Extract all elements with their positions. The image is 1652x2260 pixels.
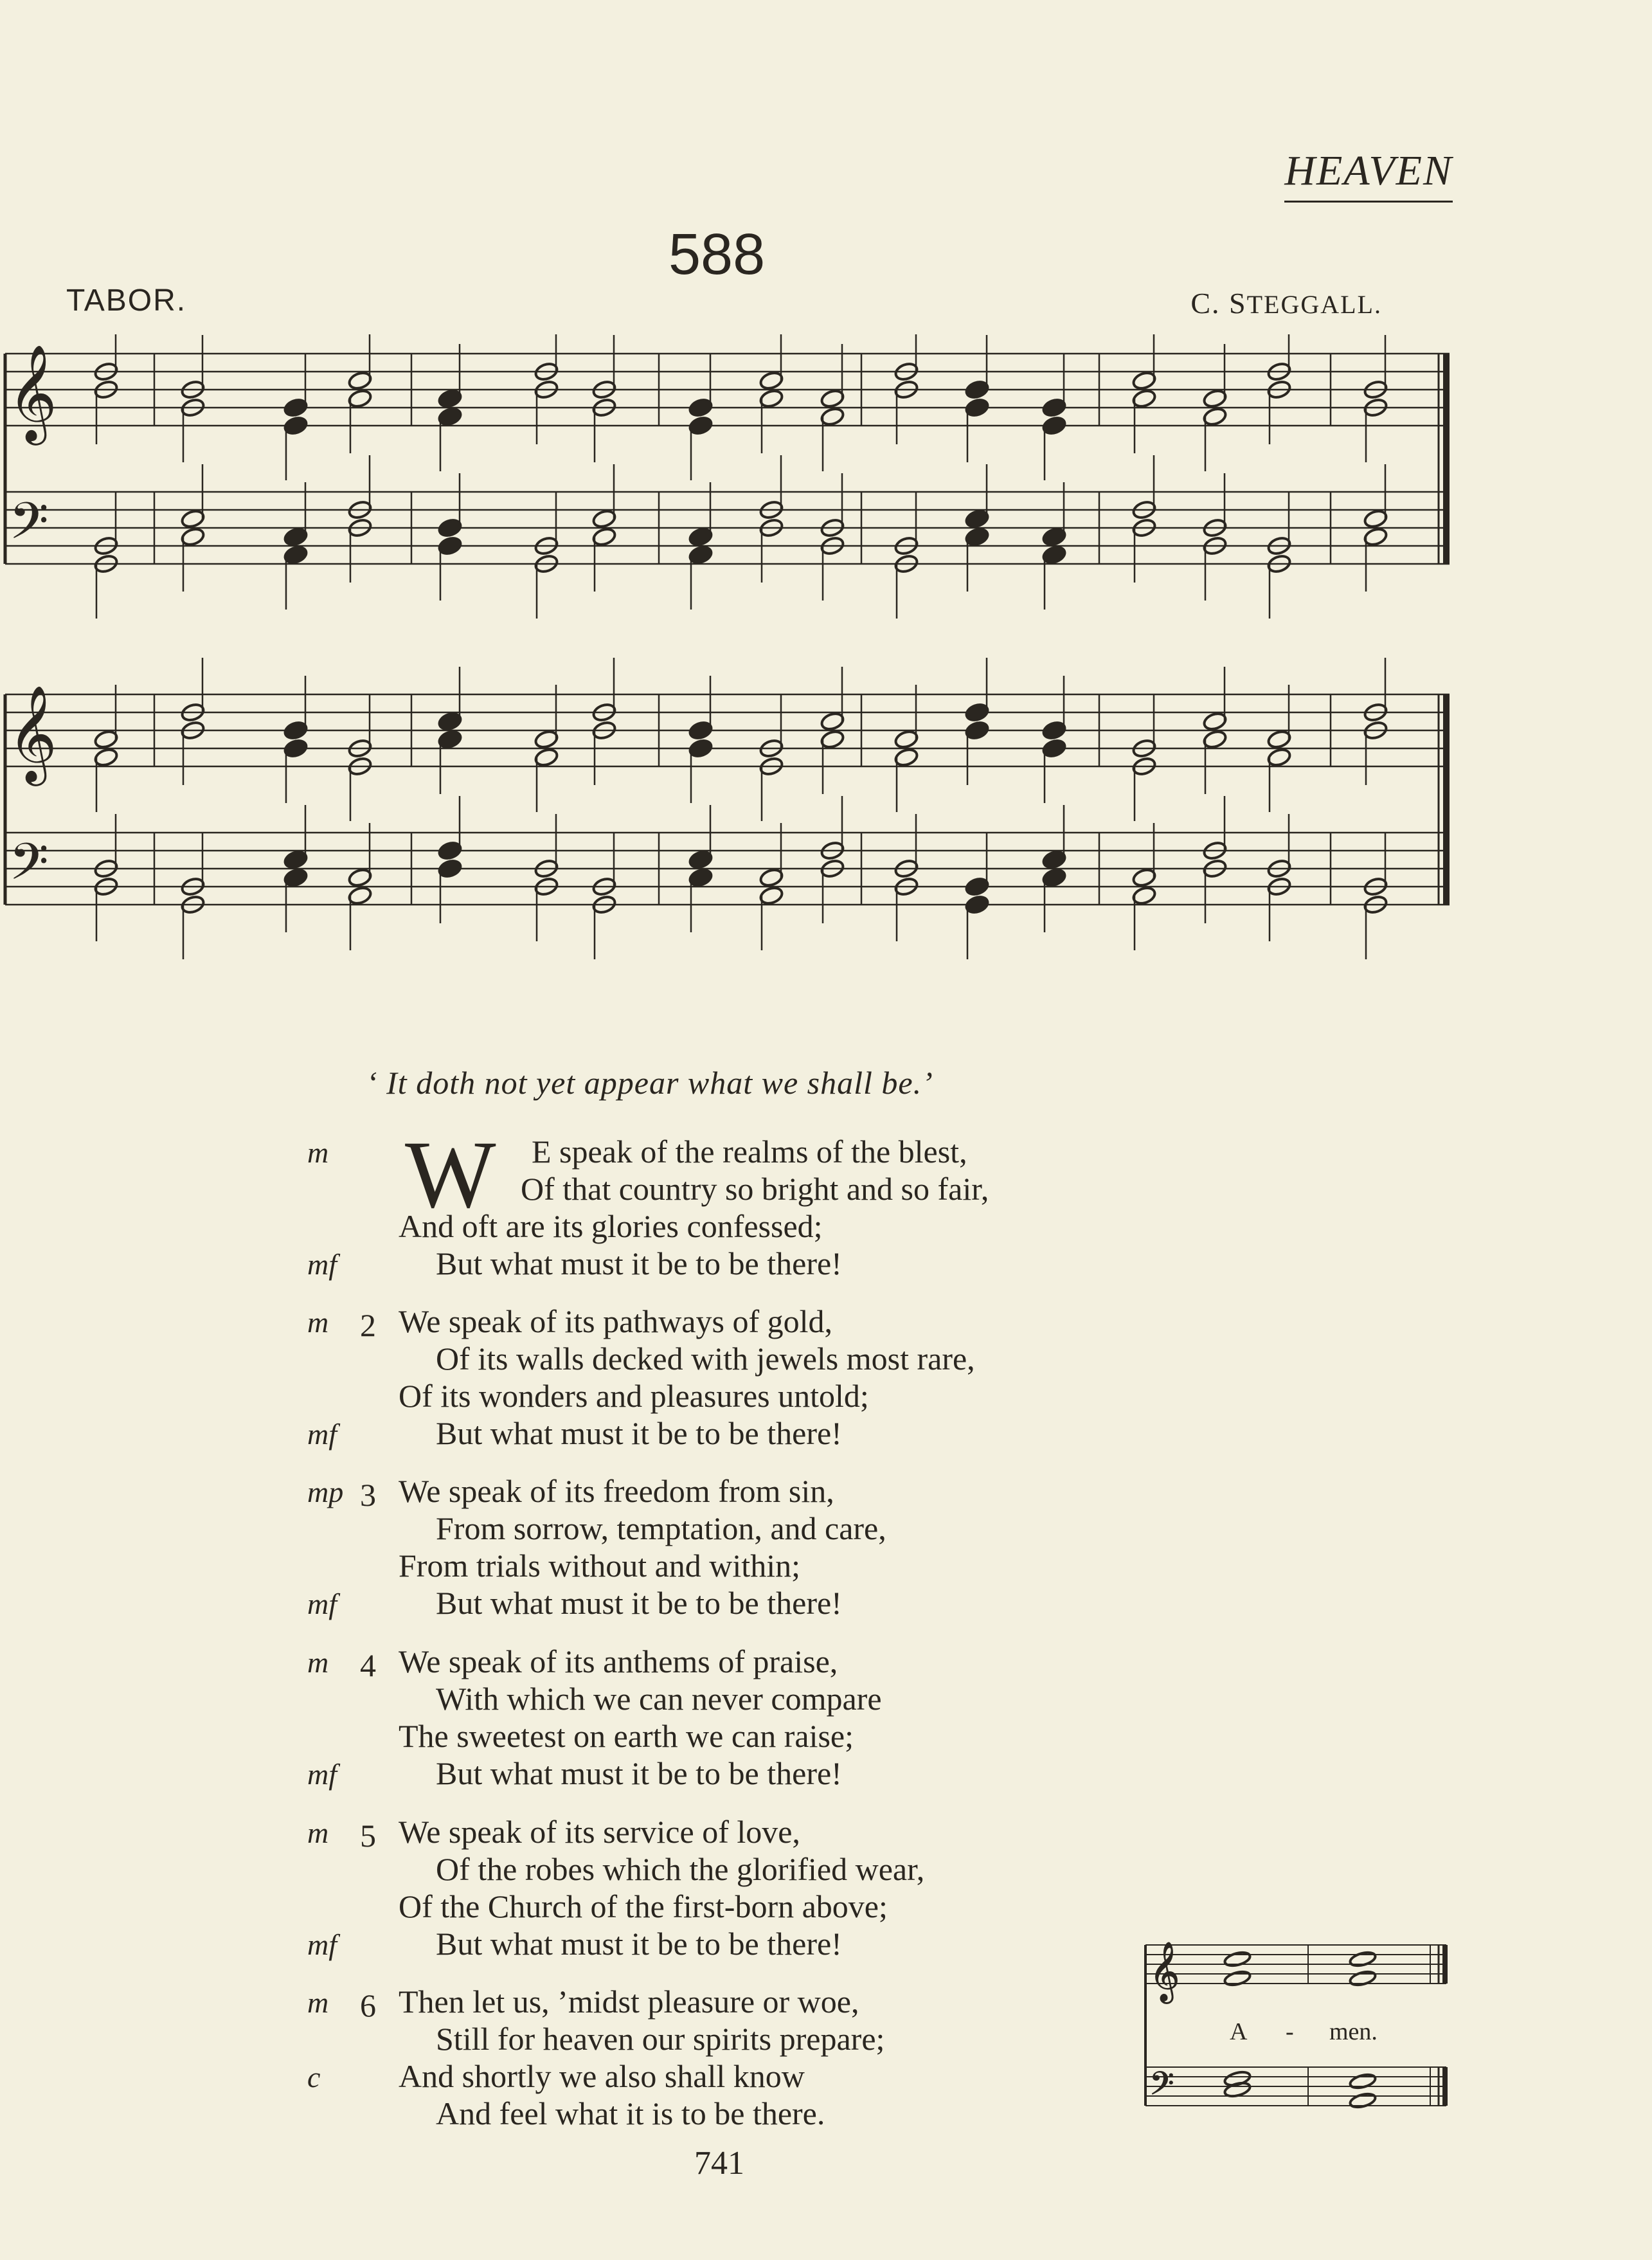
verse-number: 4 bbox=[360, 1647, 376, 1683]
dynamic-marking: mp bbox=[307, 1476, 344, 1508]
verse-number: 5 bbox=[360, 1818, 376, 1854]
dynamic-marking: mf bbox=[307, 1248, 337, 1281]
verse-line: We speak of its freedom from sin, bbox=[399, 1473, 834, 1509]
verse-line: Of that country so bright and so fair, bbox=[521, 1171, 989, 1207]
hymn-score bbox=[0, 334, 1652, 1016]
verse-line: But what must it be to be there! bbox=[436, 1245, 842, 1281]
score-staves bbox=[5, 354, 1450, 905]
verse-line: The sweetest on earth we can raise; bbox=[399, 1718, 854, 1754]
verse-number: 3 bbox=[360, 1477, 376, 1513]
verse-line: Of its wonders and pleasures untold; bbox=[399, 1378, 869, 1414]
composer-surname: TEGGALL. bbox=[1246, 290, 1382, 319]
verse-line: From trials without and within; bbox=[399, 1548, 800, 1584]
verse-line: We speak of its service of love, bbox=[399, 1814, 800, 1850]
dynamic-marking: c bbox=[307, 2061, 321, 2093]
dynamic-marking: mf bbox=[307, 1587, 337, 1620]
amen-dash: - bbox=[1286, 2018, 1294, 2045]
drop-cap: W bbox=[405, 1121, 496, 1228]
verse-line: With which we can never compare bbox=[436, 1681, 882, 1717]
verse-line: We speak of its anthems of praise, bbox=[399, 1643, 838, 1679]
verse-line: But what must it be to be there! bbox=[436, 1415, 842, 1451]
dynamic-marking: m bbox=[307, 1816, 329, 1849]
verse-line: Still for heaven our spirits prepare; bbox=[436, 2021, 885, 2057]
hymn-number: 588 bbox=[669, 222, 766, 287]
verse-line: But what must it be to be there! bbox=[436, 1926, 842, 1962]
amen-syllable-men: men. bbox=[1329, 2018, 1378, 2045]
svg-text:𝄞: 𝄞 bbox=[1149, 1941, 1180, 2001]
score-notes bbox=[8, 334, 1388, 959]
tune-name: TABOR. bbox=[66, 284, 187, 318]
verse-line: And shortly we also shall know bbox=[399, 2058, 805, 2094]
svg-text:𝄢: 𝄢 bbox=[9, 491, 49, 563]
composer-name bbox=[1190, 286, 1382, 320]
verse-line: E speak of the realms of the blest, bbox=[532, 1134, 967, 1170]
svg-text:𝄢: 𝄢 bbox=[1149, 2065, 1174, 2110]
dynamic-marking: m bbox=[307, 1646, 329, 1679]
verse-line: But what must it be to be there! bbox=[436, 1755, 842, 1791]
verse-line: And feel what it is to be there. bbox=[436, 2095, 825, 2131]
dynamic-marking: mf bbox=[307, 1758, 337, 1791]
section-heading: HEAVEN bbox=[1284, 147, 1453, 203]
verse-number: 6 bbox=[360, 1987, 376, 2023]
verse-line: And oft are its glories confessed; bbox=[399, 1208, 823, 1244]
amen-syllable-a: A bbox=[1230, 2018, 1248, 2045]
composer-initial: C. S bbox=[1190, 287, 1247, 320]
verse-line: From sorrow, temptation, and care, bbox=[436, 1510, 886, 1546]
verse-line: We speak of its pathways of gold, bbox=[399, 1303, 832, 1339]
dynamic-marking: m bbox=[307, 1306, 329, 1339]
verse-line: Then let us, ’midst pleasure or woe, bbox=[399, 1984, 859, 2020]
dynamic-marking: m bbox=[307, 1986, 329, 2019]
epigraph: ‘ It doth not yet appear what we shall be.’ bbox=[366, 1065, 933, 1101]
amen-score bbox=[1144, 1932, 1459, 2131]
verse-line: But what must it be to be there! bbox=[436, 1585, 842, 1621]
verse-line: Of the Church of the first-born above; bbox=[399, 1888, 888, 1924]
verse-line: Of its walls decked with jewels most rare, bbox=[436, 1341, 975, 1377]
svg-text:𝄞: 𝄞 bbox=[8, 343, 57, 441]
svg-text:𝄢: 𝄢 bbox=[9, 832, 49, 904]
dynamic-marking: mf bbox=[307, 1418, 337, 1451]
dynamic-marking: mf bbox=[307, 1928, 337, 1961]
verse-number: 2 bbox=[360, 1307, 376, 1343]
dynamic-marking: m bbox=[307, 1136, 329, 1169]
page-number: 741 bbox=[694, 2145, 744, 2182]
verse-line: Of the robes which the glorified wear, bbox=[436, 1851, 925, 1887]
svg-text:𝄞: 𝄞 bbox=[8, 684, 57, 782]
